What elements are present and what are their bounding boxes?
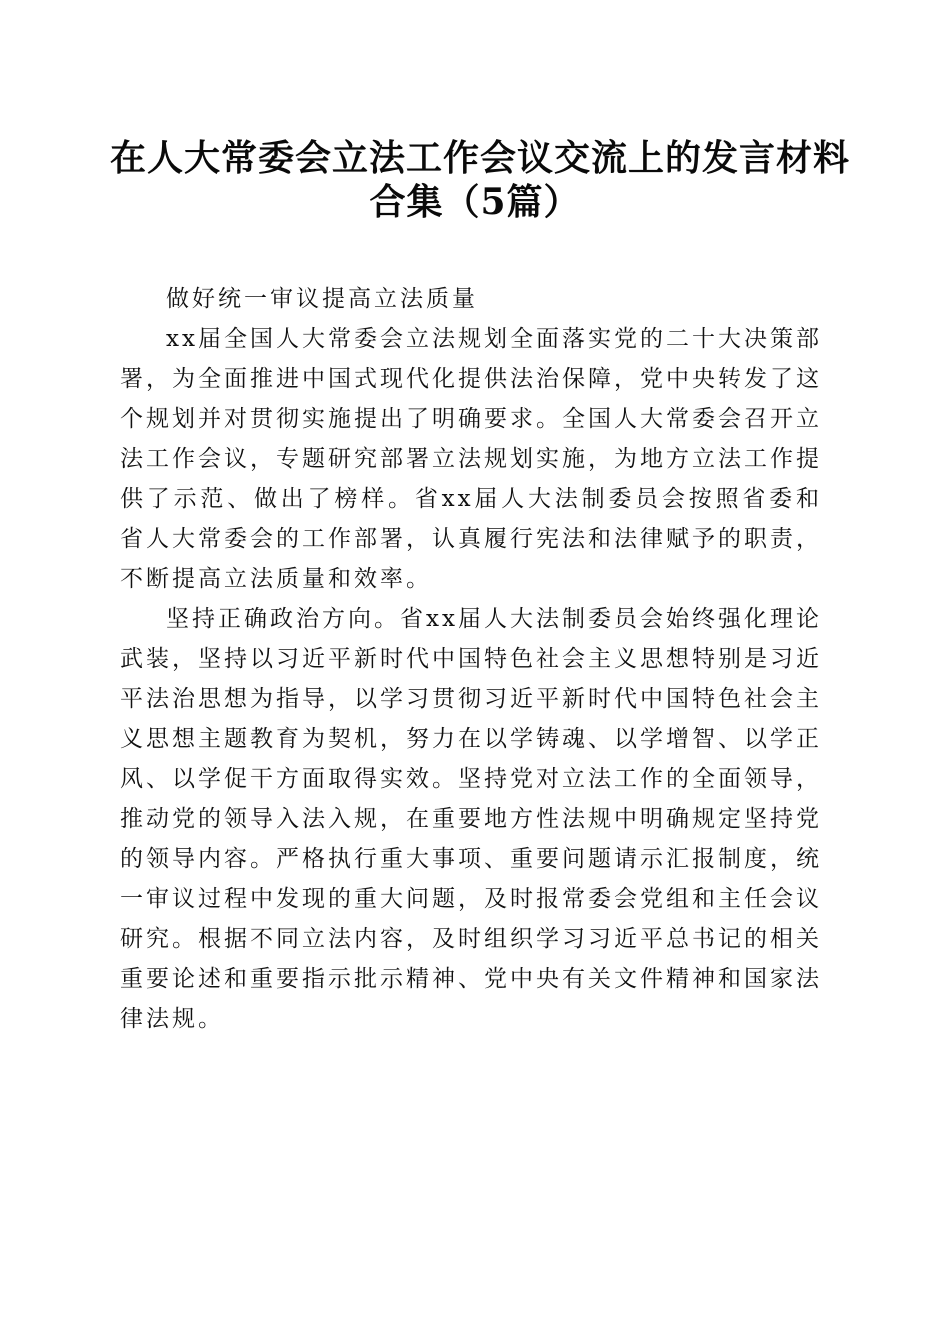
section-subheading: 做好统一审议提高立法质量 <box>166 286 478 312</box>
title-line-1: 在人大常委会立法工作会议交流上的发言材料 <box>110 137 851 179</box>
paragraph-intro: xx届全国人大常委会立法规划全面落实党的二十大决策部署，为全面推进中国式现代化提供法治保障，党中央转发了这个规划并对贯彻实施提出了明确要求。全国人大常委会召开立法工作会议，专题研究部署立法规划实施，为地方立法工作提供了示范、做出了榜样。省xx届人大法制委员会按照省委和省人大常委会的工作部署，认真履行宪法和法律赋予的职责，不断提高立法质量和效率。 <box>120 326 822 592</box>
document-body <box>120 279 822 1039</box>
document-title <box>110 136 851 224</box>
title-line-2: 合集（5篇） <box>369 181 581 223</box>
paragraph-political-direction: 坚持正确政治方向。省xx届人大法制委员会始终强化理论武装，坚持以习近平新时代中国特色社会主义思想特别是习近平法治思想为指导，以学习贯彻习近平新时代中国特色社会主义思想主题教育为契机，努力在以学铸魂、以学增智、以学正风、以学促干方面取得实效。坚持党对立法工作的全面领导，推动党的领导入法入规，在重要地方性法规中明确规定坚持党的领导内容。严格执行重大事项、重要问题请示汇报制度，统一审议过程中发现的重大问题，及时报常委会党组和主任会议研究。根据不同立法内容，及时组织学习习近平总书记的相关重要论述和重要指示批示精神、党中央有关文件精神和国家法律法规。 <box>120 606 822 1032</box>
